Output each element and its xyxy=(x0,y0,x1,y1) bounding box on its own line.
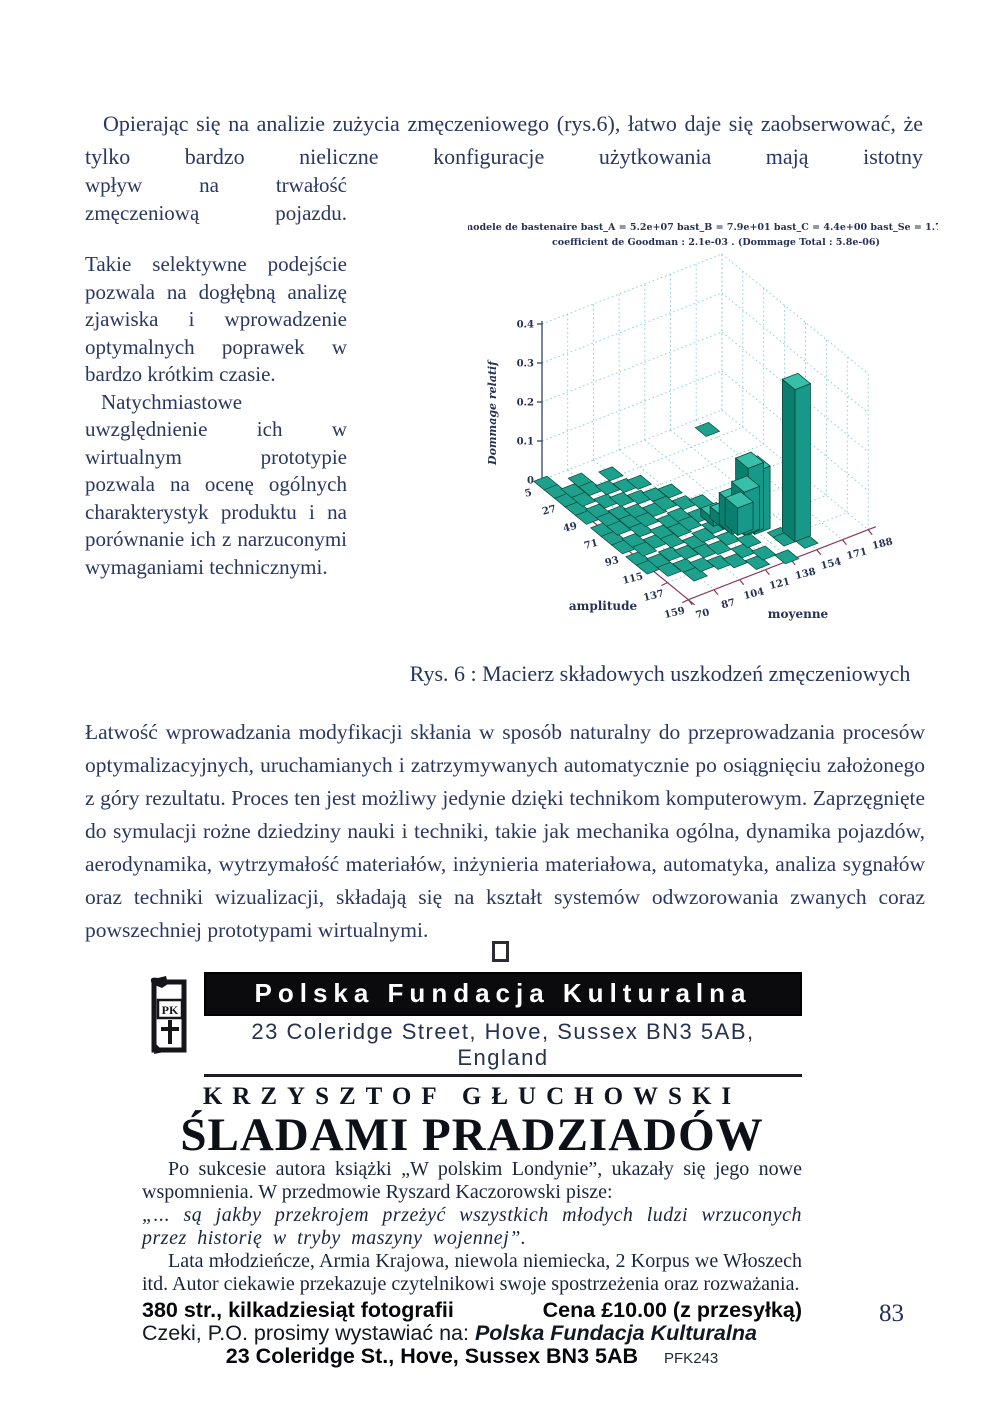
svg-text:121: 121 xyxy=(768,576,792,593)
svg-text:0.2: 0.2 xyxy=(516,397,534,409)
pfk-logo-icon xyxy=(142,974,198,1056)
svg-text:137: 137 xyxy=(642,588,666,605)
ad-order-address: 23 Coleridge St., Hove, Sussex BN3 5AB xyxy=(225,1344,639,1368)
svg-text:PK: PK xyxy=(161,1003,179,1017)
figure-caption: Rys. 6 : Macierz składowych uszkodzeń zmęczeniowych xyxy=(409,661,911,686)
ad-payment-payee: Polska Fundacja Kulturalna xyxy=(474,1320,757,1345)
svg-text:171: 171 xyxy=(845,546,869,563)
svg-text:27: 27 xyxy=(541,503,558,518)
svg-text:0.1: 0.1 xyxy=(516,436,534,448)
svg-text:5: 5 xyxy=(523,487,534,500)
ad-org-address: 23 Coleridge Street, Hove, Sussex BN3 5AB, England xyxy=(251,1019,755,1070)
svg-text:49: 49 xyxy=(562,520,579,535)
ad-quote: „... są jakby przekrojem przeżyć wszystkich młodych ludzi wrzuconych przez historię w tryby maszyny wojennej”. xyxy=(142,1204,802,1249)
article-paragraph-4: Łatwość wprowadzania modyfikacji skłania w sposób naturalny do przeprowadzania procesów optymalizacyjnych, uruchamianych i zatrzymywanych automatycznie po osiągnięciu założonego z góry rezultatu. Proces ten jest możliwy jedynie dzięki technikom komputerowym. Zaprzęgnięte do symulacji rożne dziedziny nauki i techniki, takie jak mechanika ogólna, dynamika pojazdów, aerodynamika, wytrzymałość materiałów, inżynieria materiałowa, automatyka, analiza sygnałów oraz techniki wizualizacji, składają się na kształt systemów odwzorowania zwanych coraz powszechniej prototypami wirtualnymi. xyxy=(85,720,925,942)
svg-text:modele de bastenaire bast_A =: modele de bastenaire bast_A = 5.2e+07 bast_B = 7.9e+01 bast_C = 4.4e+00 bast_Se = 1.7e+02 xyxy=(468,222,938,233)
article-paragraph-1: Opierając się na analizie zużycia zmęczeniowego (rys.6), łatwo daje się zaobserwować, że tylko bardzo nieliczne konfiguracje użytkowania mają istotny xyxy=(85,111,923,169)
svg-text:159: 159 xyxy=(663,605,687,622)
end-of-article-mark xyxy=(0,941,1000,967)
svg-text:0.3: 0.3 xyxy=(516,358,534,370)
fatigue-3d-chart xyxy=(468,218,938,640)
svg-text:moyenne: moyenne xyxy=(767,607,829,621)
ad-author-name: KRZYSZTOF GŁUCHOWSKI xyxy=(202,1083,742,1110)
ad-payment-label: Czeki, P.O. prosimy wystawiać na: xyxy=(142,1320,469,1345)
svg-text:188: 188 xyxy=(871,536,895,553)
ad-header-right xyxy=(204,972,802,1077)
ad-header xyxy=(142,972,802,1077)
svg-text:70: 70 xyxy=(694,607,711,622)
svg-text:0.4: 0.4 xyxy=(516,319,534,331)
svg-text:Dommage relatif: Dommage relatif xyxy=(486,361,499,465)
svg-text:154: 154 xyxy=(819,556,843,573)
ad-pages-info: 380 str., kilkadziesiąt fotografii xyxy=(142,1298,454,1322)
ad-ref-code: PFK243 xyxy=(664,1350,719,1367)
svg-text:104: 104 xyxy=(742,586,766,603)
ad-paragraph-intro: Po sukcesie autora książki „W polskim Londynie”, ukazały się jego nowe wspomnienia. W przedmowie Ryszard Kaczorowski pisze: xyxy=(142,1158,802,1203)
svg-text:93: 93 xyxy=(603,554,621,569)
ad-price: Cena £10.00 (z przesyłką) xyxy=(542,1298,802,1322)
page-number: 83 xyxy=(879,1300,904,1327)
ad-book-title: ŚLADAMI PRADZIADÓW xyxy=(180,1109,764,1161)
figure-rys6 xyxy=(468,218,938,640)
article-paragraph-1-continued: wpływ na trwałość zmęczeniową pojazdu. xyxy=(85,173,347,225)
end-square-icon xyxy=(492,941,509,962)
ad-order-line xyxy=(142,1344,802,1371)
ad-paragraph-description: Lata młodzieńcze, Armia Krajowa, niewola niemiecka, 2 Korpus we Włoszech itd. Autor ciekawie przekazuje czytelnikowi swoje spostrzeżenia oraz rozważania. xyxy=(142,1250,802,1295)
svg-text:amplitude: amplitude xyxy=(568,599,638,613)
article-paragraph-3: Natychmiastowe uwzględnienie ich w wirtualnym prototypie pozwala na ocenę ogólnych charakterystyk produktu i na porównanie ich z narzuconymi wymaganiami technicznymi. xyxy=(85,389,347,579)
svg-text:115: 115 xyxy=(621,571,645,587)
svg-text:138: 138 xyxy=(794,566,817,583)
svg-text:87: 87 xyxy=(720,597,737,612)
article-left-column xyxy=(85,172,347,581)
ad-org-name: Polska Fundacja Kulturalna xyxy=(204,972,802,1016)
article-paragraph-2: Takie selektywne podejście pozwala na dogłębną analizę zjawiska i wprowadzenie optymalnych poprawek w bardzo krótkim czasie. xyxy=(85,252,347,386)
svg-text:71: 71 xyxy=(583,537,600,552)
svg-text:0: 0 xyxy=(527,475,534,487)
svg-text:coefficient de Goodman : 2.1e-: coefficient de Goodman : 2.1e-03 . (Dommage Total : 5.8e-06) xyxy=(551,237,881,248)
